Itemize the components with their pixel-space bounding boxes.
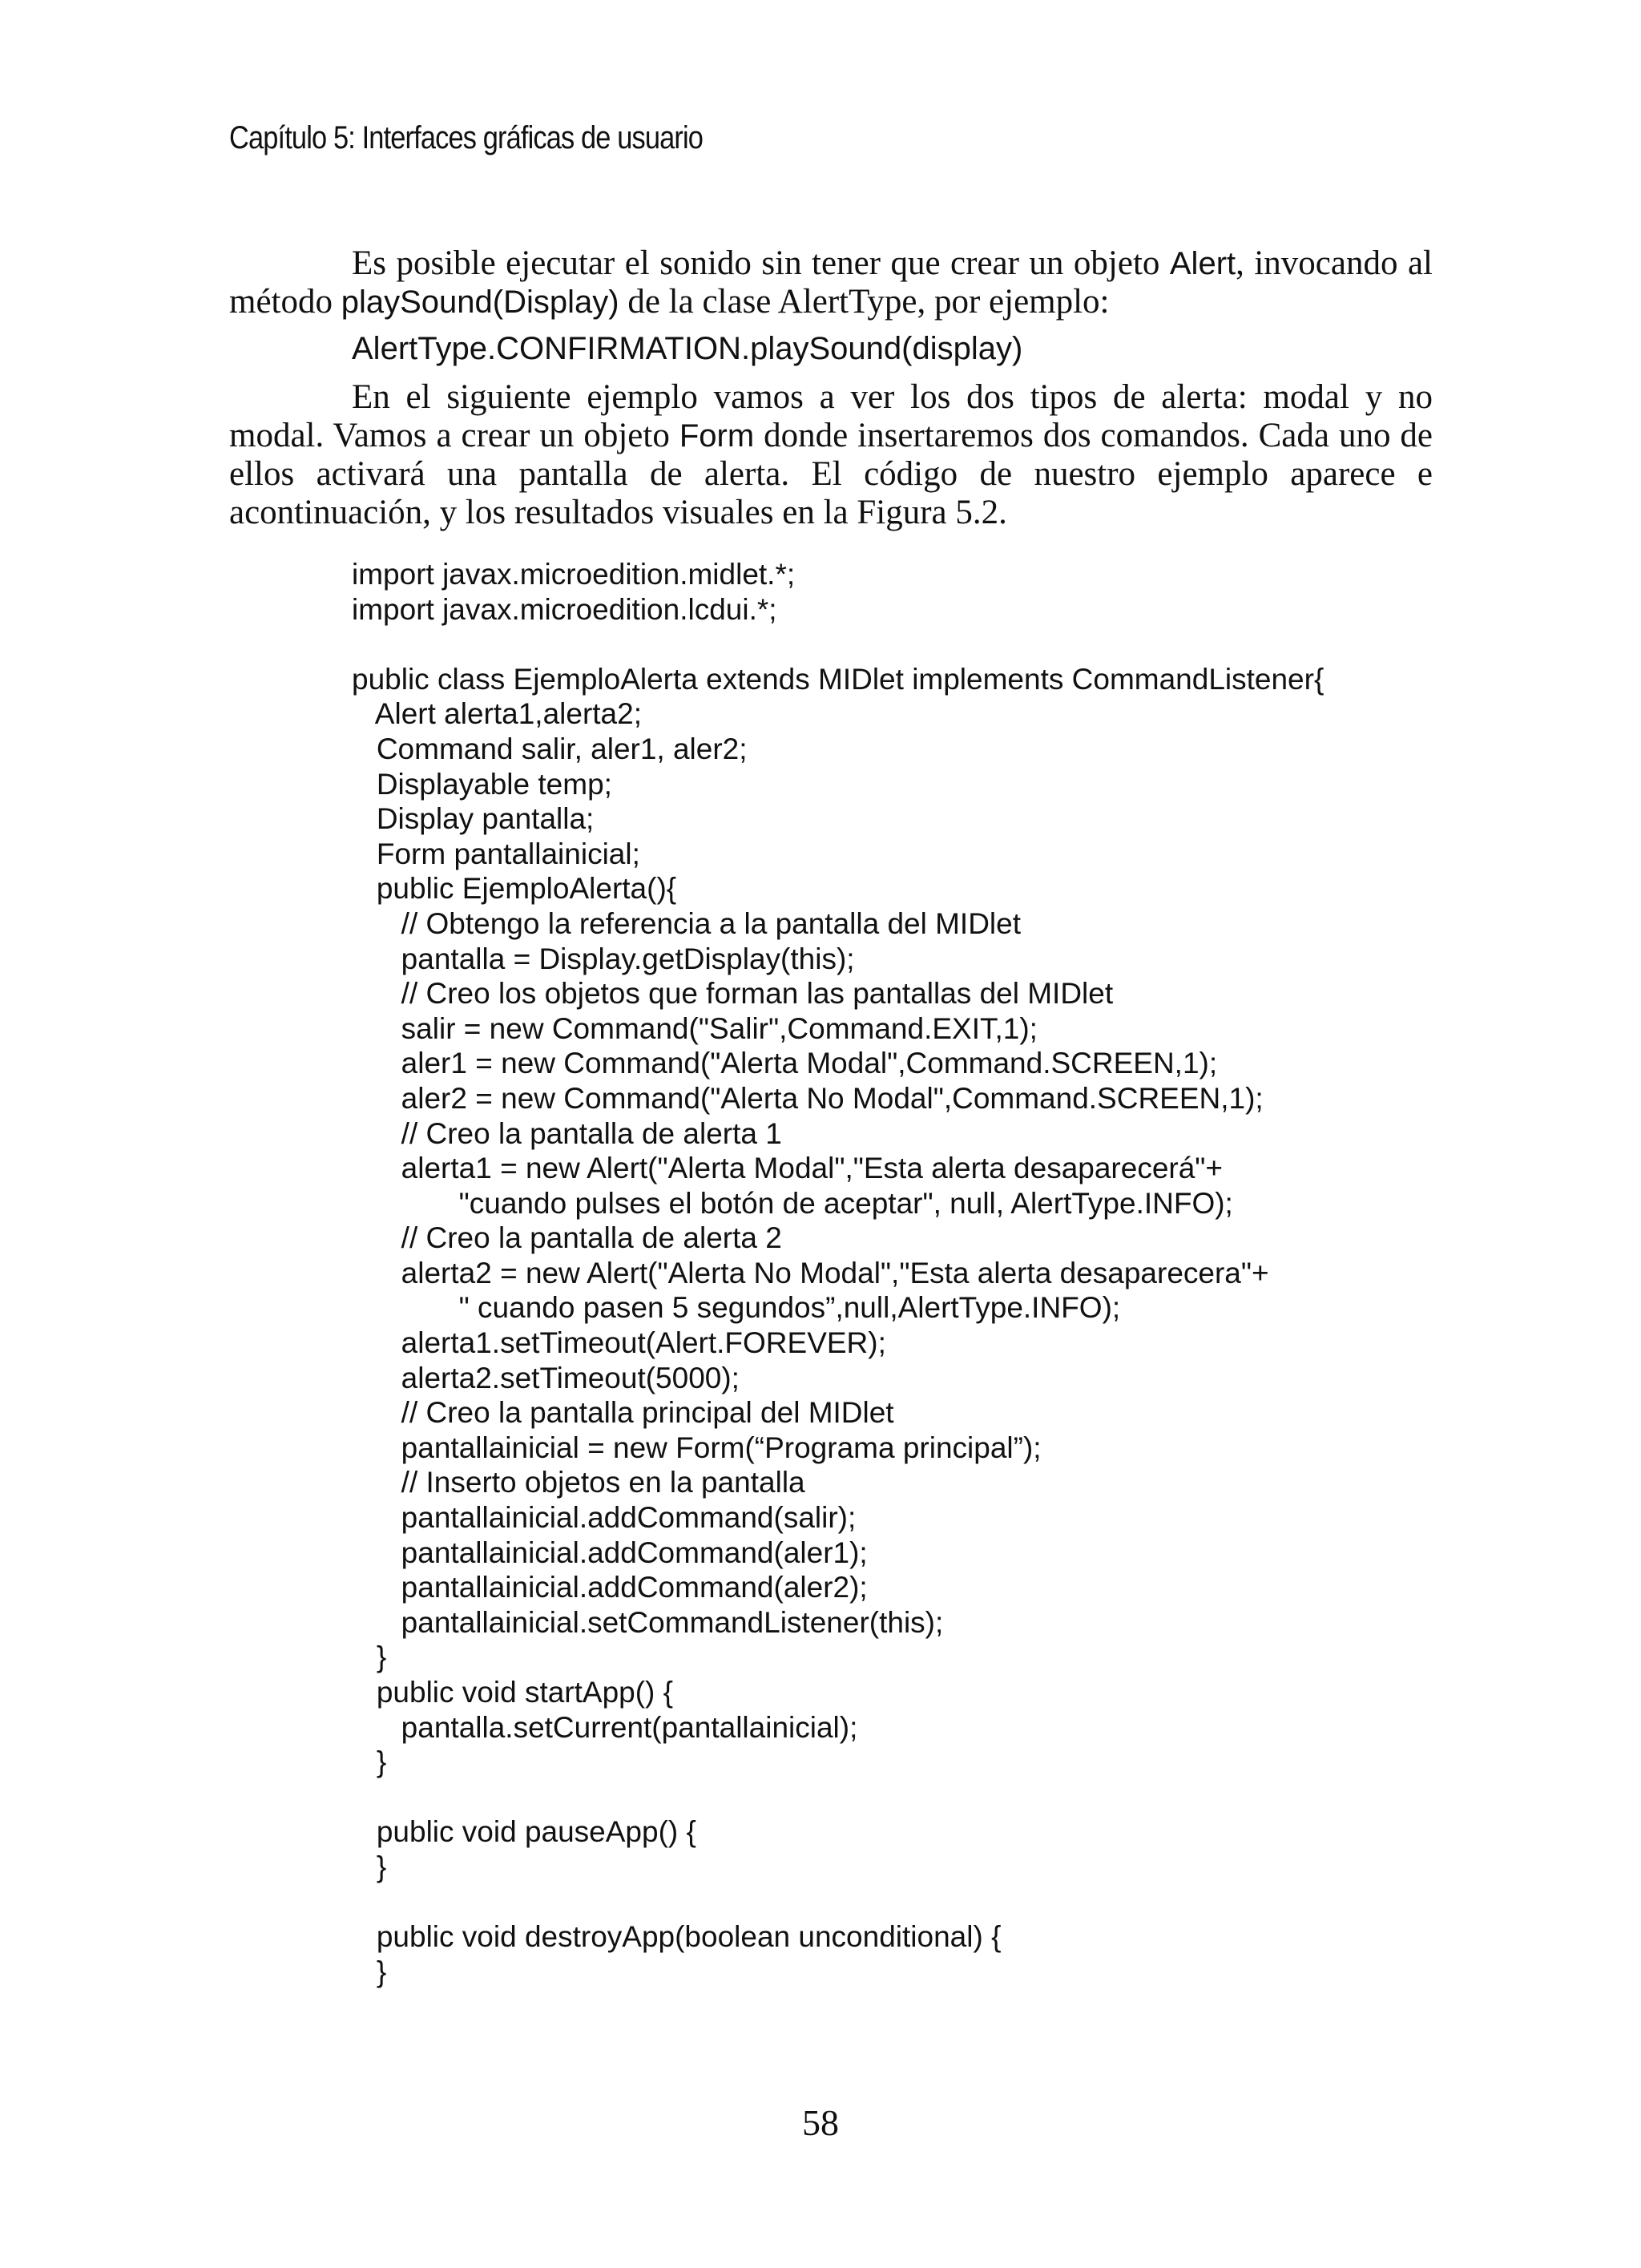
code-line: pantallainicial = new Form(“Programa principal”); [352,1431,1042,1464]
code-line: Command salir, aler1, aler2; [352,732,748,765]
code-line: Displayable temp; [352,767,612,801]
code-line: " cuando pasen 5 segundos”,null,AlertType.INFO); [352,1291,1121,1325]
page-number: 58 [802,2102,839,2143]
code-line: import javax.microedition.lcdui.*; [352,592,777,626]
paragraph-alert-example [229,378,1433,532]
code-line [352,627,1324,662]
code-line: "cuando pulses el botón de aceptar", null, AlertType.INFO); [352,1186,1233,1220]
code-line: Alert alerta1,alerta2; [352,697,642,731]
code-line: Form pantallainicial; [352,837,640,870]
code-line: public void pauseApp() { [352,1815,696,1849]
inline-code-alert: Alert [1169,246,1236,281]
code-line [352,1885,1324,1920]
inline-code-form: Form [679,418,755,454]
code-line: alerta1 = new Alert("Alerta Modal","Esta alerta desaparecerá"+ [352,1152,1224,1185]
paragraph-text: , invocando al método [229,244,1433,321]
paragraph-text: Es posible ejecutar el sonido sin tener que crear un objeto [352,244,1170,282]
code-line: // Creo la pantalla principal del MIDlet [352,1396,894,1430]
paragraph-playsound [229,244,1433,321]
code-line: } [352,1640,387,1674]
code-line: public void startApp() { [352,1676,674,1709]
code-line: aler1 = new Command("Alerta Modal",Command.SCREEN,1); [352,1047,1218,1080]
code-line: pantallainicial.addCommand(aler1); [352,1536,868,1569]
paragraph-text: donde insertaremos dos comandos. Cada uno de ellos activará una pantalla de alerta. El código de nuestro ejemplo aparece e acontinuación, y los resultados visuales en la Figura 5.2. [229,417,1433,531]
code-line: pantallainicial.setCommandListener(this); [352,1605,944,1639]
code-line: } [352,1745,387,1779]
code-line: pantallainicial.addCommand(salir); [352,1501,857,1535]
code-line: Display pantalla; [352,802,595,836]
code-line: // Creo los objetos que forman las pantallas del MIDlet [352,977,1114,1011]
running-head: Capítulo 5: Interfaces gráficas de usuario [229,120,704,155]
code-listing [352,557,1324,1989]
code-line: alerta1.setTimeout(Alert.FOREVER); [352,1326,886,1360]
code-line: pantalla.setCurrent(pantallainicial); [352,1710,858,1744]
code-line: public EjemploAlerta(){ [352,872,677,906]
code-line: alerta2 = new Alert("Alerta No Modal","Esta alerta desaparecera"+ [352,1256,1269,1289]
code-line: // Creo la pantalla de alerta 2 [352,1221,782,1255]
code-line: alerta2.setTimeout(5000); [352,1361,740,1394]
code-line [352,1780,1324,1815]
code-line: pantallainicial.addCommand(aler2); [352,1571,868,1604]
code-example-playsound: AlertType.CONFIRMATION.playSound(display) [352,331,1023,366]
code-line: salir = new Command("Salir",Command.EXIT,1); [352,1011,1038,1045]
code-line: aler2 = new Command("Alerta No Modal",Command.SCREEN,1); [352,1081,1264,1115]
inline-code-playsound: playSound(Display) [341,285,619,320]
code-line: public class EjemploAlerta extends MIDlet implements CommandListener{ [352,662,1324,696]
code-line: pantalla = Display.getDisplay(this); [352,942,855,975]
code-line: // Obtengo la referencia a la pantalla del MIDlet [352,906,1022,940]
paragraph-text: En el siguiente ejemplo vamos a ver los dos tipos de alerta: modal y no modal. Vamos a crear un objeto [229,378,1433,454]
code-line: import javax.microedition.midlet.*; [352,558,796,591]
code-line: } [352,1955,387,1988]
paragraph-text: de la clase AlertType, por ejemplo: [619,283,1110,321]
code-line: } [352,1850,387,1883]
code-line: public void destroyApp(boolean unconditional) { [352,1920,1002,1954]
code-line: // Inserto objetos en la pantalla [352,1466,805,1499]
code-line: // Creo la pantalla de alerta 1 [352,1116,782,1150]
